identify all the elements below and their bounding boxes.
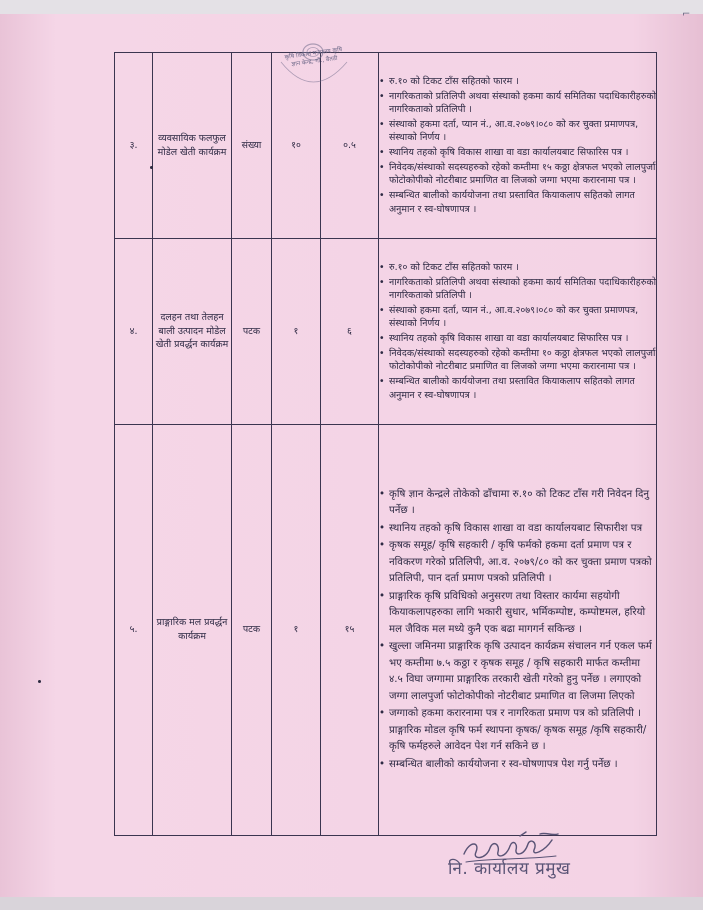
requirement-text: सम्बन्धित बालीको कार्ययोजना तथा प्रस्तावित कियाकलाप सहितको लागत अनुमान र स्व-घोषणापत्र । [389,375,635,401]
requirement-item [379,161,656,188]
requirement-item [379,521,656,538]
requirement-text: संस्थाको हकमा दर्ता, प्यान नं., आ.व.२०७९।०८० को कर चुक्ता प्रमाणपत्र, संस्थाको निर्णय । [389,304,639,330]
bullet-icon: • [379,161,385,173]
bullet-icon: • [379,276,385,288]
requirement-item [379,261,656,275]
program-amount: १५ [321,425,379,836]
bullet-icon: • [379,641,386,653]
requirement-item [379,538,656,588]
requirement-text: संस्थाको हकमा दर्ता, प्यान नं., आ.व.२०७९।०८० को कर चुक्ता प्रमाणपत्र, संस्थाको निर्णय । [389,118,639,144]
row-number: ५. [115,425,153,836]
program-name: प्राङ्गारिक मल प्रवर्द्धन कार्यक्रम [153,425,232,836]
requirement-item [379,639,656,705]
requirement-item [379,375,656,402]
requirements-list [379,261,656,402]
bullet-icon: • [379,375,385,387]
requirements-list [379,487,656,774]
requirement-text: स्थानिय तहको कृषि विकास शाखा वा वडा कार्यालयबाट सिफारिस पत्र । [389,333,629,344]
requirement-text: सम्बन्धित बालीको कार्ययोजना तथा प्रस्तावित कियाकलाप सहितको लागत अनुमान र स्व-घोषणापत्र । [389,189,635,215]
program-unit: पटक [232,239,272,425]
requirements-cell [379,53,657,239]
requirement-text: स्थानिय तहको कृषि विकास शाखा वा वडा कार्यालयबाट सिफारिस पत्र । [389,147,629,158]
row-number: ३. [115,53,153,239]
bullet-icon: • [379,708,386,720]
requirement-text: निवेदक/संस्थाको सदस्यहरुको रहेको कम्तीमा १५ कठ्ठा क्षेत्रफल भएको लालपुर्जा फोटोकोपीको नोटरीबाट प्रमाणित वा लिजको जग्गा भएमा करारनामा पत्र । [389,161,656,187]
program-amount: ०.५ [321,53,379,239]
bullet-icon: • [379,488,386,500]
requirements-cell [379,425,657,836]
requirement-text: नागरिकताको प्रतिलिपी अथवा संस्थाको हकमा कार्य समितिका पदाधिकारीहरुको नागरिकताको प्रतिलिपी । [389,276,656,302]
requirement-item [379,276,656,303]
requirements-cell [379,239,657,425]
bullet-icon: • [379,758,386,770]
requirement-item [379,487,656,520]
stamp-text: कृषि विकास मन्त्रालय कृषि ज्ञान केन्द्र, गो., बैतडी [284,46,343,68]
requirement-item [379,347,656,374]
requirement-item [379,589,656,639]
bullet-icon: • [379,118,385,130]
requirement-item [379,146,656,160]
requirement-text: जग्गाको हकमा करारनामा पत्र र नागरिकता प्रमाण पत्र को प्रतिलिपी । प्राङ्गारिक मोडल कृषि फर्म स्थापना कृषक/ कृषक समूह /कृषि सहकारी/ कृषि फर्महरुले आवेदन पेश गर्न सकिने छ । [389,708,647,753]
requirement-text: कृषि ज्ञान केन्द्रले तोकेको ढाँचामा रु.१० को टिकट टाँस गरी निवेदन दिनु पर्नेछ । [389,488,650,517]
program-name: दलहन तथा तेलहन बाली उत्पादन मोडेल खेती प्रवर्द्धन कार्यक्रम [153,239,232,425]
requirement-text: रु.१० को टिकट टाँस सहितको फारम । [389,261,519,273]
signature-title: नि. कार्यालय प्रमुख [448,859,571,879]
bullet-icon: • [379,147,385,158]
bullet-icon: • [379,304,385,316]
bullet-icon: • [379,261,385,273]
bullet-icon: • [379,540,386,552]
table-row [115,53,657,239]
requirement-text: स्थानिय तहको कृषि विकास शाखा वा वडा कार्यालयबाट सिफारीश पत्र [389,522,643,534]
requirement-text: प्राङ्गारिक कृषि प्रविधिको अनुसरण तथा विस्तार कार्यमा सहयोगी कियाकलापहरुका लागि भकारी सुधार, भर्मिकम्पोष्ट, कम्पोष्टमल, हरियो मल जैविक मल मध्ये कुनै एक बढा मागगर्न सकिन्छ । [389,590,646,635]
requirement-text: कृषक समूह/ कृषि सहकारी / कृषि फर्मको हकमा दर्ता प्रमाण पत्र र नविकरण गरेको प्रतिलिपी, आ.व. २०७९/८० को कर चुक्ता प्रमाण पत्रको प्रतिलिपी, पान दर्ता प्रमाण पत्रको प्रतिलिपी । [389,540,652,585]
scan-bottom-edge [0,897,703,910]
corner-mark: ⌐ [682,9,691,20]
requirement-text: सम्बन्धित बालीको कार्ययोजना र स्व-घोषणापत्र पेश गर्नु पर्नेछ । [389,758,618,770]
program-unit: संख्या [232,53,272,239]
program-unit: पटक [232,425,272,836]
bullet-icon: • [379,75,385,87]
requirement-item [379,332,656,346]
program-quantity: १ [272,425,321,836]
program-quantity: १ [272,239,321,425]
requirement-item [379,189,656,216]
requirement-item [379,304,656,331]
requirement-text: खुल्ला जमिनमा प्राङ्गारिक कृषि उत्पादन कार्यक्रम संचालन गर्न एकल फर्म भए कम्तीमा ७.५ कठ्ठा र कृषक समूह / कृषि सहकारी मार्फत कम्तीमा ४.५ विघा जग्गामा प्राङ्गारिक तरकारी खेती गरेको हुनु पर्नेछ । लगाएको जग्गा लालपुर्जा फोटोकोपीको नोटरीबाट प्रमाणित वा लिजमा लिएको [389,641,652,702]
row-number: ४. [115,239,153,425]
program-amount: ६ [321,239,379,425]
requirement-item [379,118,656,145]
bullet-icon: • [379,189,385,201]
program-name: व्यवसायिक फलफुल मोडेल खेती कार्यक्रम [153,53,232,239]
requirement-text: नागरिकताको प्रतिलिपी अथवा संस्थाको हकमा कार्य समितिका पदाधिकारीहरुको नागरिकताको प्रतिलिपी । [389,90,656,116]
bullet-icon: • [379,347,385,359]
bullet-icon: • [379,90,385,102]
ink-dot [38,680,41,683]
scan-top-edge [0,0,703,14]
requirement-item [379,706,656,756]
program-requirements-table [114,52,657,836]
table-row [115,239,657,425]
bullet-icon: • [379,333,385,344]
requirement-text: निवेदक/संस्थाको सदस्यहरुको रहेको कम्तीमा १० कठ्ठा क्षेत्रफल भएको लालपुर्जा फोटोकोपीको नोटरीबाट प्रमाणित वा लिजको जग्गा भएमा करारनामा पत्र । [389,347,656,373]
requirements-list [379,75,656,216]
requirement-item [379,75,656,89]
program-quantity: १० [272,53,321,239]
bullet-icon: • [379,522,386,534]
ink-dot [150,166,153,169]
table-body [115,53,657,836]
table-row [115,425,657,836]
requirement-text: रु.१० को टिकट टाँस सहितको फारम । [389,75,519,87]
bullet-icon: • [379,590,386,602]
requirement-item [379,757,656,774]
requirement-item [379,90,656,117]
